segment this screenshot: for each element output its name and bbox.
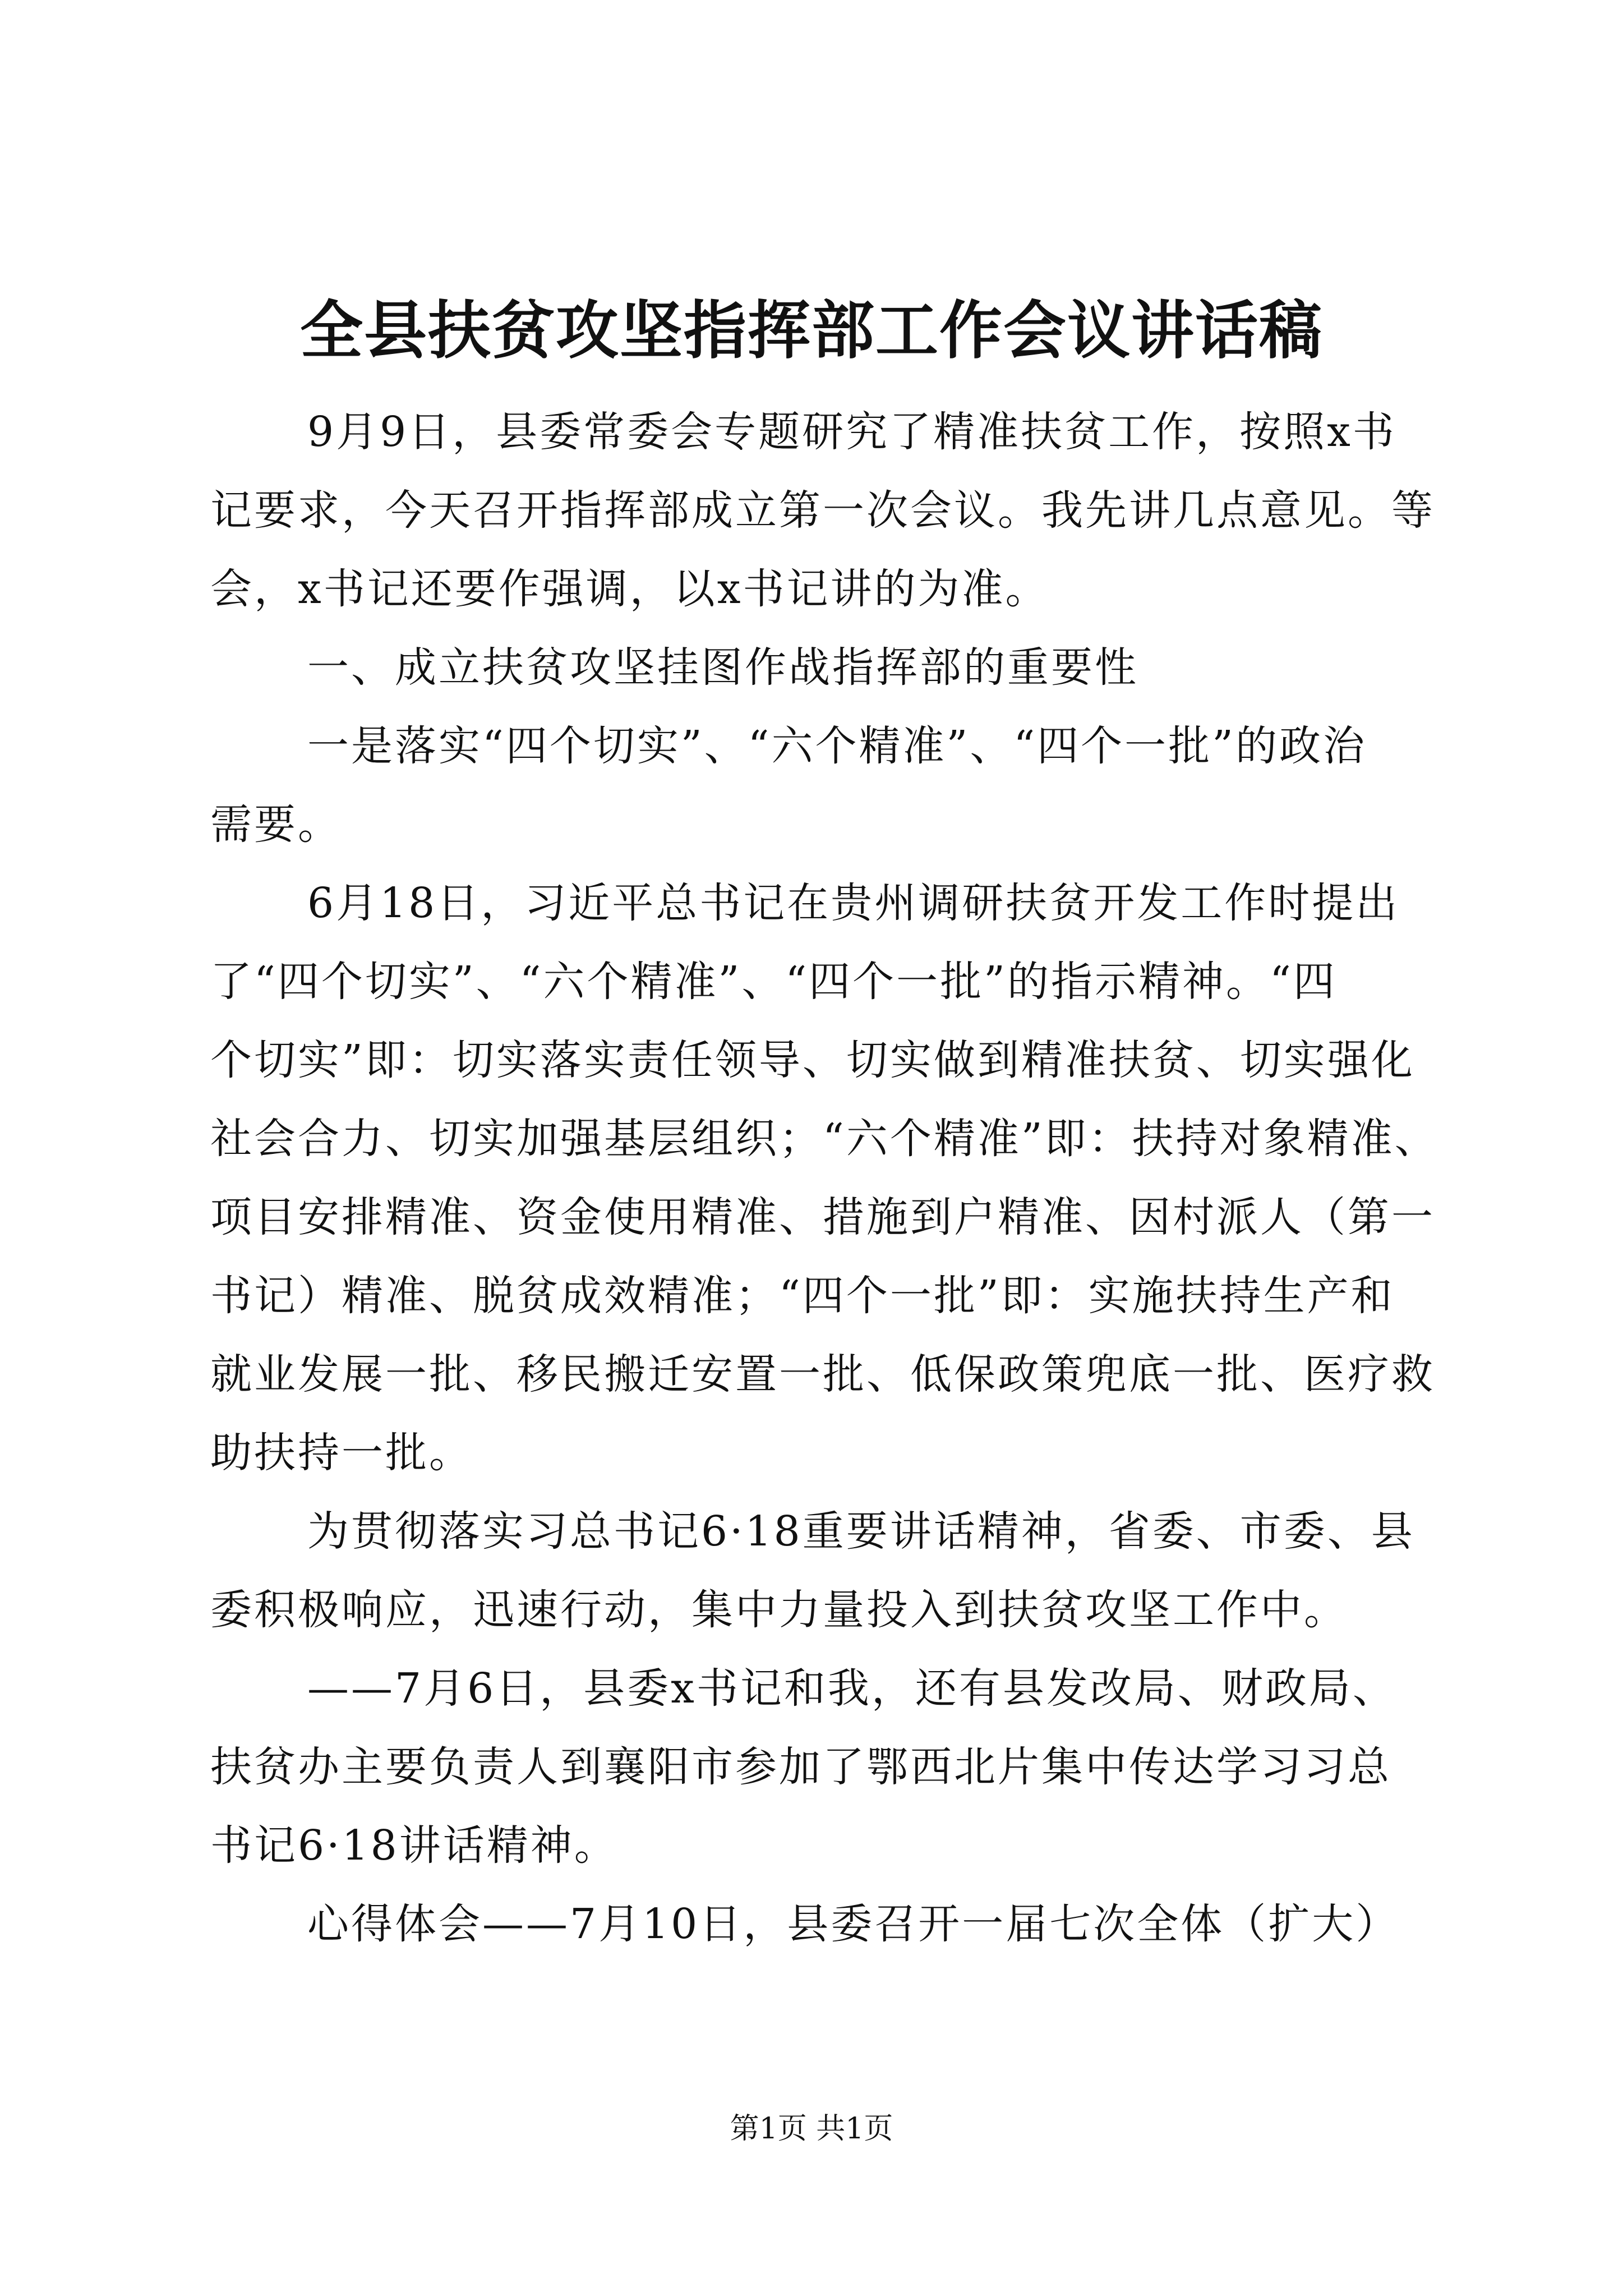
document-title: 全县扶贫攻坚指挥部工作会议讲话稿 xyxy=(300,294,1323,367)
paragraph-line: 书记）精准、脱贫成效精准；“四个一批”即：实施扶持生产和 xyxy=(210,1272,1395,1320)
page-number-footer: 第1页 共1页 xyxy=(730,2112,893,2146)
paragraph-line: 委积极响应，迅速行动，集中力量投入到扶贫攻坚工作中。 xyxy=(210,1586,1348,1634)
paragraph-line: ——7月6日，县委x书记和我，还有县发改局、财政局、 xyxy=(307,1664,1396,1713)
paragraph-line: 记要求，今天召开指挥部成立第一次会议。我先讲几点意见。等 xyxy=(210,486,1435,535)
paragraph-line: 需要。 xyxy=(210,800,342,849)
paragraph-line: 为贯彻落实习总书记6·18重要讲话精神，省委、市委、县 xyxy=(307,1507,1415,1556)
paragraph-line: 项目安排精准、资金使用精准、措施到户精准、因村派人（第一 xyxy=(210,1193,1435,1241)
paragraph-line: 心得体会——7月10日，县委召开一届七次全体（扩大） xyxy=(307,1900,1400,1948)
paragraph-line: 会，x书记还要作强调，以x书记讲的为准。 xyxy=(210,565,1049,613)
paragraph-line: 助扶持一批。 xyxy=(210,1429,473,1477)
paragraph-line: 9月9日，县委常委会专题研究了精准扶贫工作，按照x书 xyxy=(307,408,1396,456)
paragraph-line: 就业发展一批、移民搬迁安置一批、低保政策兜底一批、医疗救 xyxy=(210,1350,1435,1398)
paragraph-line: 一是落实“四个切实”、“六个精准”、“四个一批”的政治 xyxy=(307,722,1367,770)
paragraph-line: 6月18日，习近平总书记在贵州调研扶贫开发工作时提出 xyxy=(307,879,1400,927)
paragraph-line: 了“四个切实”、“六个精准”、“四个一批”的指示精神。“四 xyxy=(210,958,1337,1006)
paragraph-line: 社会合力、切实加强基层组织；“六个精准”即：扶持对象精准、 xyxy=(210,1115,1438,1163)
section-heading: 一、成立扶贫攻坚挂图作战指挥部的重要性 xyxy=(307,643,1138,692)
paragraph-line: 扶贫办主要负责人到襄阳市参加了鄂西北片集中传达学习习总 xyxy=(210,1743,1391,1791)
paragraph-line: 个切实”即：切实落实责任领导、切实做到精准扶贫、切实强化 xyxy=(210,1036,1415,1084)
paragraph-line: 书记6·18讲话精神。 xyxy=(210,1821,618,1870)
